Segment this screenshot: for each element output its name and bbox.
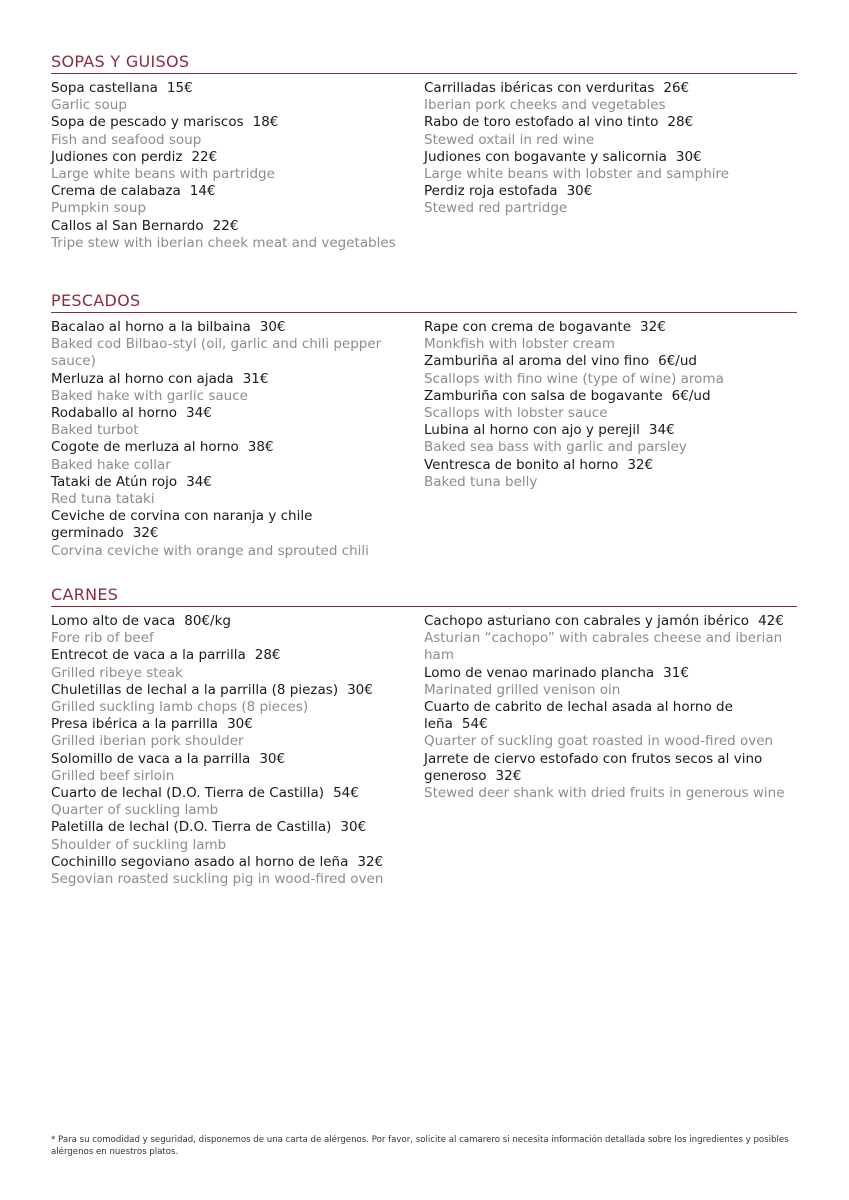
dish-price: 30€: [227, 716, 253, 733]
dish-name: Carrilladas ibéricas con verduritas: [424, 80, 655, 96]
menu-item: [51, 405, 424, 439]
dish-price: 32€: [357, 853, 384, 870]
dish-price: 30€: [340, 819, 367, 836]
section-sopas: [51, 52, 797, 252]
dish-price: 42€: [758, 613, 784, 629]
dish-name: Zamburiña con salsa de bogavante: [424, 387, 663, 404]
dish-price: 22€: [191, 148, 218, 165]
dish-name: Bacalao al horno a la bilbaina: [51, 319, 251, 335]
menu-item: [51, 183, 424, 217]
menu-item: [51, 613, 424, 647]
dish-name: Rodaballo al horno: [51, 405, 178, 422]
menu-item-title: [51, 439, 424, 456]
dish-description: Stewed oxtail in red wine: [424, 131, 595, 148]
dish-name: Zamburiña al aroma del vino fino: [424, 353, 650, 370]
menu-item: [51, 647, 424, 681]
dish-description: Scallops with fino wine (type of wine) aroma: [424, 370, 724, 387]
dish-price: 32€: [627, 456, 654, 473]
menu-item-title: [51, 218, 424, 235]
dish-price: 14€: [189, 183, 216, 200]
menu-item: [424, 751, 797, 803]
menu-item: [51, 854, 424, 888]
dish-description: Shoulder of suckling lamb: [51, 836, 227, 853]
menu-item: [51, 80, 424, 114]
dish-name: Solomillo de vaca a la parrilla: [51, 750, 251, 767]
dish-price: 32€: [495, 767, 522, 784]
menu-item: [51, 819, 424, 853]
menu-item-title: [424, 353, 797, 370]
dish-price: 30€: [347, 681, 373, 698]
dish-name: Ventresca de bonito al horno: [424, 456, 619, 473]
menu-item: [51, 149, 424, 183]
menu-item-title: [51, 716, 424, 733]
dish-description: Grilled iberian pork shoulder: [51, 733, 244, 750]
menu-item-title: [424, 388, 797, 405]
dish-description: Stewed red partridge: [424, 200, 568, 217]
dish-price: 30€: [259, 319, 286, 335]
dish-name: Lomo alto de vaca: [51, 613, 176, 629]
menu-item-title: [51, 819, 424, 836]
dish-description: Iberian pork cheeks and vegetables: [424, 97, 666, 114]
menu-item-title: [424, 183, 797, 200]
menu-item-title: [51, 647, 424, 664]
menu-item-title: [51, 508, 424, 542]
dish-name: Lubina al horno con ajo y perejil: [424, 422, 640, 439]
dish-name: Cuarto de lechal (D.O. Tierra de Castilla): [51, 785, 325, 802]
dish-name: Cogote de merluza al horno: [51, 439, 239, 456]
menu-item-title: [424, 149, 797, 166]
menu-item: [51, 508, 424, 560]
menu-item-title: [424, 80, 797, 97]
dish-description: Baked sea bass with garlic and parsley: [424, 439, 687, 456]
section-pescados: [51, 291, 797, 560]
menu-item: [51, 114, 424, 148]
dish-description: Large white beans with lobster and samphire: [424, 166, 730, 183]
dish-price: 32€: [132, 525, 159, 542]
dish-name: Perdiz roja estofada: [424, 183, 558, 200]
menu-item-title: [424, 114, 797, 131]
dish-description: Baked cod Bilbao-styl (oil, garlic and chili pepper sauce): [51, 336, 382, 370]
column-left: [51, 613, 424, 888]
menu-item: [424, 319, 797, 353]
dish-price: 30€: [675, 148, 702, 165]
menu-item: [51, 716, 424, 750]
dish-description: Tripe stew with iberian cheek meat and vegetables: [51, 234, 396, 251]
dish-description: Baked hake with garlic sauce: [51, 387, 248, 404]
dish-description: Monkfish with lobster cream: [424, 336, 616, 353]
menu-item-title: [424, 665, 797, 682]
dish-description: Grilled suckling lamb chops (8 pieces): [51, 699, 309, 716]
dish-name: Jarrete de ciervo estofado con frutos secos al vino generoso: [424, 750, 763, 784]
dish-description: Pumpkin soup: [51, 200, 147, 217]
dish-description: Scallops with lobster sauce: [424, 405, 608, 422]
column-right: [424, 80, 797, 252]
dish-description: Segovian roasted suckling pig in wood-fired oven: [51, 871, 384, 888]
dish-price: 54€: [333, 785, 359, 802]
dish-name: Lomo de venao marinado plancha: [424, 664, 655, 681]
dish-price: 32€: [640, 319, 666, 335]
menu-item-title: [51, 319, 424, 336]
dish-price: 34€: [648, 422, 675, 439]
dish-description: Stewed deer shank with dried fruits in generous wine: [424, 785, 785, 802]
dish-price: 22€: [212, 217, 239, 234]
menu-item: [51, 785, 424, 819]
dish-price: 54€: [461, 716, 488, 733]
dish-price: 28€: [254, 647, 281, 664]
dish-name: Judiones con perdiz: [51, 148, 183, 165]
dish-price: 6€/ud: [658, 353, 697, 370]
dish-name: Rabo de toro estofado al vino tinto: [424, 114, 659, 131]
dish-price: 18€: [252, 114, 279, 131]
menu-item-title: [51, 682, 424, 699]
dish-description: Baked hake collar: [51, 456, 171, 473]
dish-name: Paletilla de lechal (D.O. Tierra de Castilla): [51, 819, 332, 836]
dish-name: Cuarto de cabrito de lechal asada al horno de leña: [424, 699, 733, 733]
menu-item-title: [424, 319, 797, 336]
menu-item-title: [424, 422, 797, 439]
menu-item-title: [424, 457, 797, 474]
dish-name: Tataki de Atún rojo: [51, 473, 178, 490]
dish-description: Fore rib of beef: [51, 630, 154, 647]
menu-item: [51, 218, 424, 252]
dish-price: 34€: [186, 405, 212, 422]
menu-item: [424, 665, 797, 699]
dish-price: 38€: [247, 439, 274, 456]
menu-item: [424, 422, 797, 456]
dish-description: Grilled ribeye steak: [51, 664, 183, 681]
menu-item: [51, 682, 424, 716]
menu-item: [424, 388, 797, 422]
dish-price: 34€: [186, 473, 212, 490]
menu-item: [424, 149, 797, 183]
dish-description: Corvina ceviche with orange and sprouted chili: [51, 542, 369, 559]
column-left: [51, 80, 424, 252]
dish-price: 28€: [667, 114, 694, 131]
menu-item-title: [51, 114, 424, 131]
dish-name: Judiones con bogavante y salicornia: [424, 148, 667, 165]
dish-description: Quarter of suckling goat roasted in wood-fired oven: [424, 733, 774, 750]
dish-description: Asturian “cachopo” with cabrales cheese and iberian ham: [424, 630, 783, 664]
dish-description: Large white beans with partridge: [51, 166, 275, 183]
section-carnes: [51, 585, 797, 888]
dish-name: Rape con crema de bogavante: [424, 319, 632, 335]
menu-item: [424, 699, 797, 751]
dish-description: Fish and seafood soup: [51, 131, 202, 148]
dish-name: Entrecot de vaca a la parrilla: [51, 647, 246, 664]
menu-item: [51, 439, 424, 473]
menu-item: [424, 457, 797, 491]
menu-item-title: [51, 80, 424, 97]
menu-item: [424, 353, 797, 387]
dish-name: Sopa castellana: [51, 80, 158, 96]
dish-description: Baked tuna belly: [424, 473, 538, 490]
menu-item: [424, 183, 797, 217]
section-title: PESCADOS: [51, 291, 797, 313]
column-left: [51, 319, 424, 560]
menu-item-title: [51, 785, 424, 802]
dish-name: Callos al San Bernardo: [51, 217, 204, 234]
menu-item: [51, 751, 424, 785]
menu-item-title: [51, 751, 424, 768]
menu-item-title: [51, 854, 424, 871]
menu-item: [51, 371, 424, 405]
menu-item: [51, 474, 424, 508]
dish-description: Baked turbot: [51, 422, 139, 439]
dish-name: Sopa de pescado y mariscos: [51, 114, 244, 131]
dish-name: Chuletillas de lechal a la parrilla (8 piezas): [51, 681, 339, 698]
menu-item-title: [51, 613, 424, 630]
menu-item-title: [51, 183, 424, 200]
dish-price: 6€/ud: [671, 387, 711, 404]
dish-price: 80€/kg: [184, 613, 231, 629]
menu-item-title: [424, 751, 797, 785]
menu-item-title: [51, 405, 424, 422]
menu-item: [51, 319, 424, 371]
section-title: CARNES: [51, 585, 797, 607]
menu-item-title: [51, 371, 424, 388]
dish-description: Marinated grilled venison oin: [424, 681, 621, 698]
dish-price: 26€: [663, 80, 690, 96]
dish-name: Presa ibérica a la parrilla: [51, 716, 219, 733]
menu-item-title: [51, 149, 424, 166]
dish-price: 30€: [259, 750, 286, 767]
menu-item-title: [424, 613, 797, 630]
dish-name: Cachopo asturiano con cabrales y jamón ibérico: [424, 613, 750, 629]
column-right: [424, 613, 797, 888]
dish-name: Merluza al horno con ajada: [51, 370, 234, 387]
dish-name: Crema de calabaza: [51, 183, 181, 200]
allergen-footnote: * Para su comodidad y seguridad, disponemos de una carta de alérgenos. Por favor, solicite al camarero si necesita información detallada sobre los ingredientes y posibles alérgenos en nuestros platos.: [51, 1135, 789, 1157]
menu-item: [424, 114, 797, 148]
menu-item: [424, 613, 797, 665]
menu-item: [424, 80, 797, 114]
dish-price: 15€: [166, 80, 193, 96]
column-right: [424, 319, 797, 560]
dish-price: 31€: [663, 664, 689, 681]
dish-price: 31€: [242, 370, 269, 387]
dish-description: Grilled beef sirloin: [51, 767, 175, 784]
dish-description: Red tuna tataki: [51, 491, 155, 508]
dish-name: Cochinillo segoviano asado al horno de leña: [51, 853, 349, 870]
menu-item-title: [51, 474, 424, 491]
dish-price: 30€: [566, 183, 593, 200]
section-title: SOPAS Y GUISOS: [51, 52, 797, 74]
dish-name: Ceviche de corvina con naranja y chile germinado: [51, 508, 313, 542]
dish-description: Quarter of suckling lamb: [51, 802, 219, 819]
dish-description: Garlic soup: [51, 97, 127, 114]
menu-item-title: [424, 699, 797, 733]
